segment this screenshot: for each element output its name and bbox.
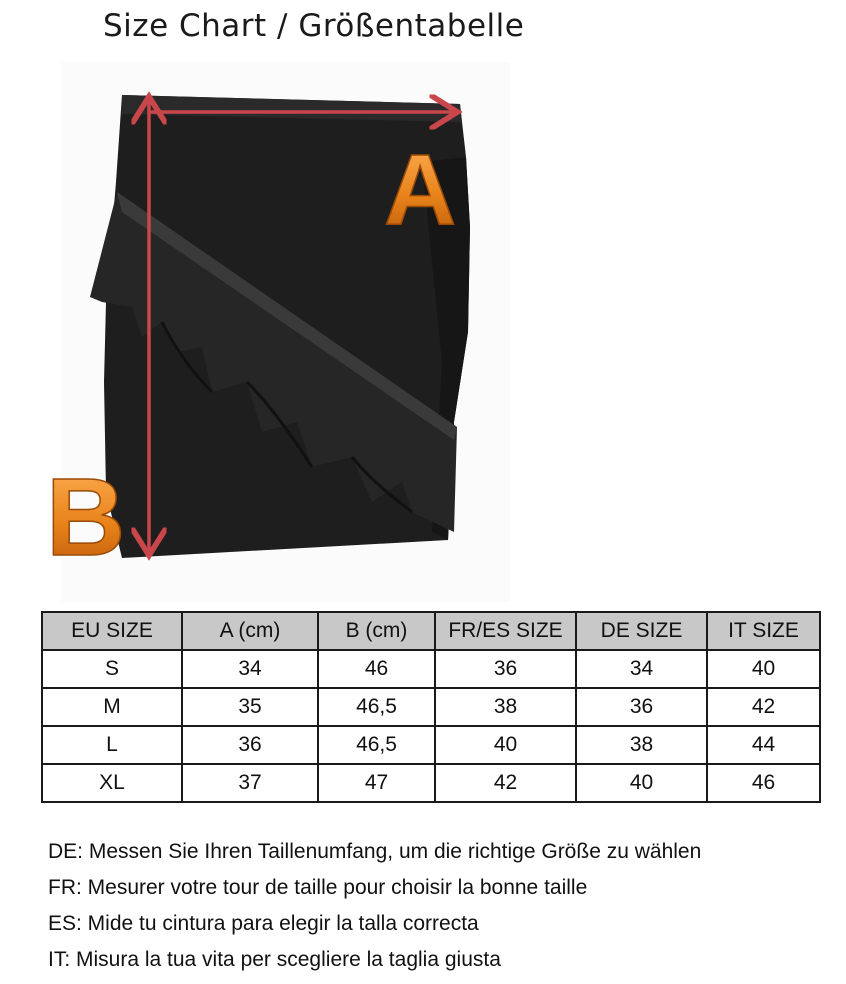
table-cell: 37: [182, 764, 318, 802]
table-cell: 44: [707, 726, 820, 764]
header-it-size: IT SIZE: [707, 612, 820, 650]
table-cell: 46: [318, 650, 435, 688]
table-cell: L: [42, 726, 182, 764]
table-cell: 47: [318, 764, 435, 802]
table-row: [42, 650, 820, 688]
table-cell: 35: [182, 688, 318, 726]
table-cell: 46,5: [318, 726, 435, 764]
table-cell: 36: [435, 650, 576, 688]
table-cell: XL: [42, 764, 182, 802]
table-cell: 38: [435, 688, 576, 726]
marker-a: A: [384, 134, 457, 246]
table-cell: 34: [182, 650, 318, 688]
header-a-cm: A (cm): [182, 612, 318, 650]
instruction-it: IT: Misura la tua vita per scegliere la taglia giusta: [48, 948, 501, 971]
table-header-row: [42, 612, 820, 650]
table-cell: M: [42, 688, 182, 726]
header-fr-es-size: FR/ES SIZE: [435, 612, 576, 650]
size-table: [41, 611, 821, 803]
table-row: [42, 726, 820, 764]
marker-b: B: [46, 456, 126, 579]
table-row: [42, 764, 820, 802]
header-de-size: DE SIZE: [576, 612, 707, 650]
instruction-de: DE: Messen Sie Ihren Taillenumfang, um die richtige Größe zu wählen: [48, 840, 702, 863]
table-cell: 42: [707, 688, 820, 726]
table-cell: 34: [576, 650, 707, 688]
table-cell: 40: [576, 764, 707, 802]
table-cell: 46: [707, 764, 820, 802]
instruction-fr: FR: Mesurer votre tour de taille pour choisir la bonne taille: [48, 876, 588, 899]
header-eu-size: EU SIZE: [42, 612, 182, 650]
skirt-illustration: [46, 62, 510, 602]
table-cell: 36: [576, 688, 707, 726]
table-cell: 42: [435, 764, 576, 802]
table-row: [42, 688, 820, 726]
table-cell: 40: [707, 650, 820, 688]
table-cell: 46,5: [318, 688, 435, 726]
table-cell: 40: [435, 726, 576, 764]
table-cell: 36: [182, 726, 318, 764]
instruction-es: ES: Mide tu cintura para elegir la talla correcta: [48, 912, 479, 935]
skirt-figure: [46, 62, 510, 602]
table-cell: 38: [576, 726, 707, 764]
measurement-instructions: [48, 834, 701, 978]
table-cell: S: [42, 650, 182, 688]
header-b-cm: B (cm): [318, 612, 435, 650]
page-title: Size Chart / Größentabelle: [103, 8, 525, 44]
